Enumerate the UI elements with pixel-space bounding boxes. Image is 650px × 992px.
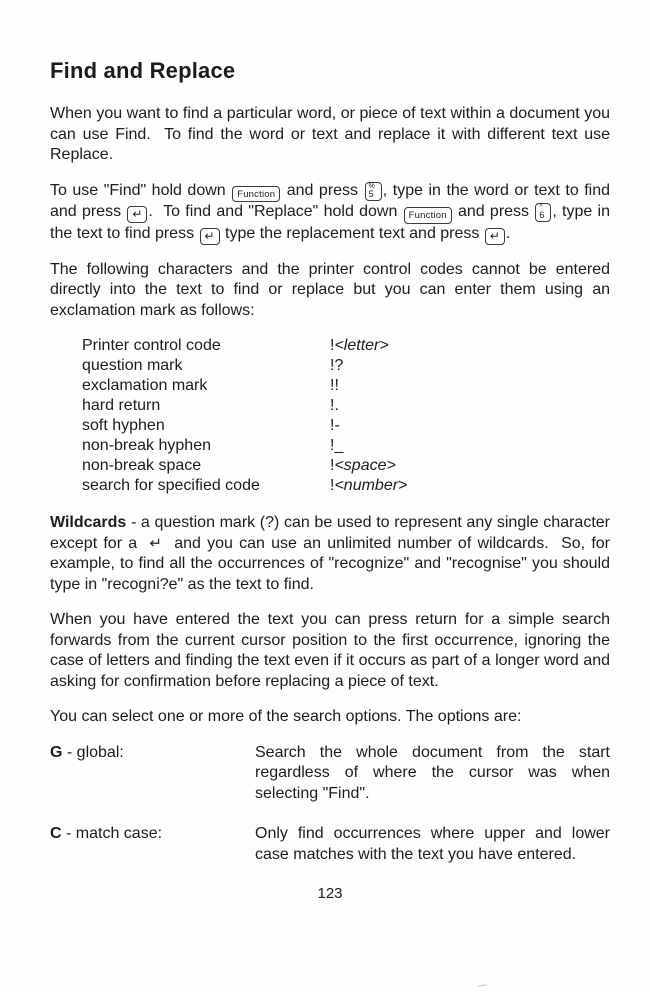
code-name: Printer control code [82, 337, 221, 354]
code-value: !_ [330, 437, 344, 454]
table-row [82, 336, 610, 356]
text-run: - a question mark (?) can be used to represent any single character except for a [50, 514, 615, 552]
scan-artifact [478, 984, 487, 986]
page-number: 123 [317, 885, 343, 902]
code-value: !<space> [330, 457, 396, 474]
table-row [82, 456, 610, 476]
text-run: , type in the word or text to find and press [50, 181, 615, 220]
table-row [82, 376, 610, 396]
intro-paragraph: When you want to find a particular word, or piece of text within a document you can use Find. To find the word or text and replace it with different text use Replace. [50, 105, 615, 163]
text-run: and press [281, 181, 364, 199]
text-run: , type in the text to find press [50, 203, 615, 242]
key-6-icon: ^ 6 [535, 203, 551, 222]
text-run: and you can use an unlimited number of wildcards. So, for example, to find all the occurrences of "recognize" and "recognise" you should type in "recogni?e" as the text to find. [50, 534, 615, 593]
code-name: hard return [82, 397, 161, 414]
return-key-icon: ↵ [200, 228, 220, 245]
function-key-icon: Function [232, 186, 280, 203]
option-label: C - match case: [50, 825, 163, 842]
wildcards-paragraph [50, 513, 615, 595]
text-run: . To find and "Replace" hold down [148, 203, 403, 220]
text-run: . [505, 224, 511, 242]
code-value: !? [330, 357, 344, 374]
table-row [82, 356, 610, 376]
table-row [82, 396, 610, 416]
text-run: type the replacement text and press [220, 224, 484, 242]
options-intro-paragraph: You can select one or more of the search options. The options are: [50, 708, 522, 725]
return-symbol: ↵ [149, 534, 162, 552]
search-behaviour-paragraph: When you have entered the text you can press return for a simple search forwards from the current cursor position to the first occurrence, ignoring the case of letters and finding the text even if it occurs as part of a longer word and asking for confirmation before replacing a piece of text. [50, 611, 615, 690]
table-row [82, 416, 610, 436]
search-option-global [50, 743, 610, 805]
usage-paragraph [50, 181, 615, 245]
code-name: search for specified code [82, 477, 260, 494]
code-name: non-break hyphen [82, 437, 211, 454]
option-description: Only find occurrences where upper and lower case matches with the text you have entered. [255, 825, 610, 863]
code-value: !<letter> [330, 337, 389, 354]
code-name: non-break space [82, 457, 202, 474]
table-row [82, 476, 610, 496]
page-title: Find and Replace [50, 58, 236, 83]
text-run: To use "Find" hold down [50, 181, 232, 199]
code-name: question mark [82, 357, 183, 374]
key-5-icon: % 5 [365, 182, 382, 201]
code-value: !! [330, 377, 339, 394]
text-run: Wildcards [50, 514, 127, 531]
code-value: !. [330, 397, 339, 414]
code-value: !<number> [330, 477, 408, 494]
code-value: !- [330, 417, 340, 434]
function-key-icon: Function [404, 207, 452, 224]
table-row [82, 436, 610, 456]
return-key-icon: ↵ [485, 228, 505, 245]
search-option-match-case [50, 824, 610, 865]
option-description: Search the whole document from the start regardless of where the cursor was when selecting "Find". [255, 743, 610, 802]
return-key-icon: ↵ [127, 206, 147, 223]
option-label: G - global: [50, 743, 124, 761]
character-codes-table [82, 336, 610, 496]
codes-intro-paragraph: The following characters and the printer control codes cannot be entered directly into the text to find or replace but you can enter them using an exclamation mark as follows: [50, 260, 615, 319]
code-name: exclamation mark [82, 377, 208, 394]
text-run: and press [452, 203, 535, 220]
code-name: soft hyphen [82, 417, 165, 434]
